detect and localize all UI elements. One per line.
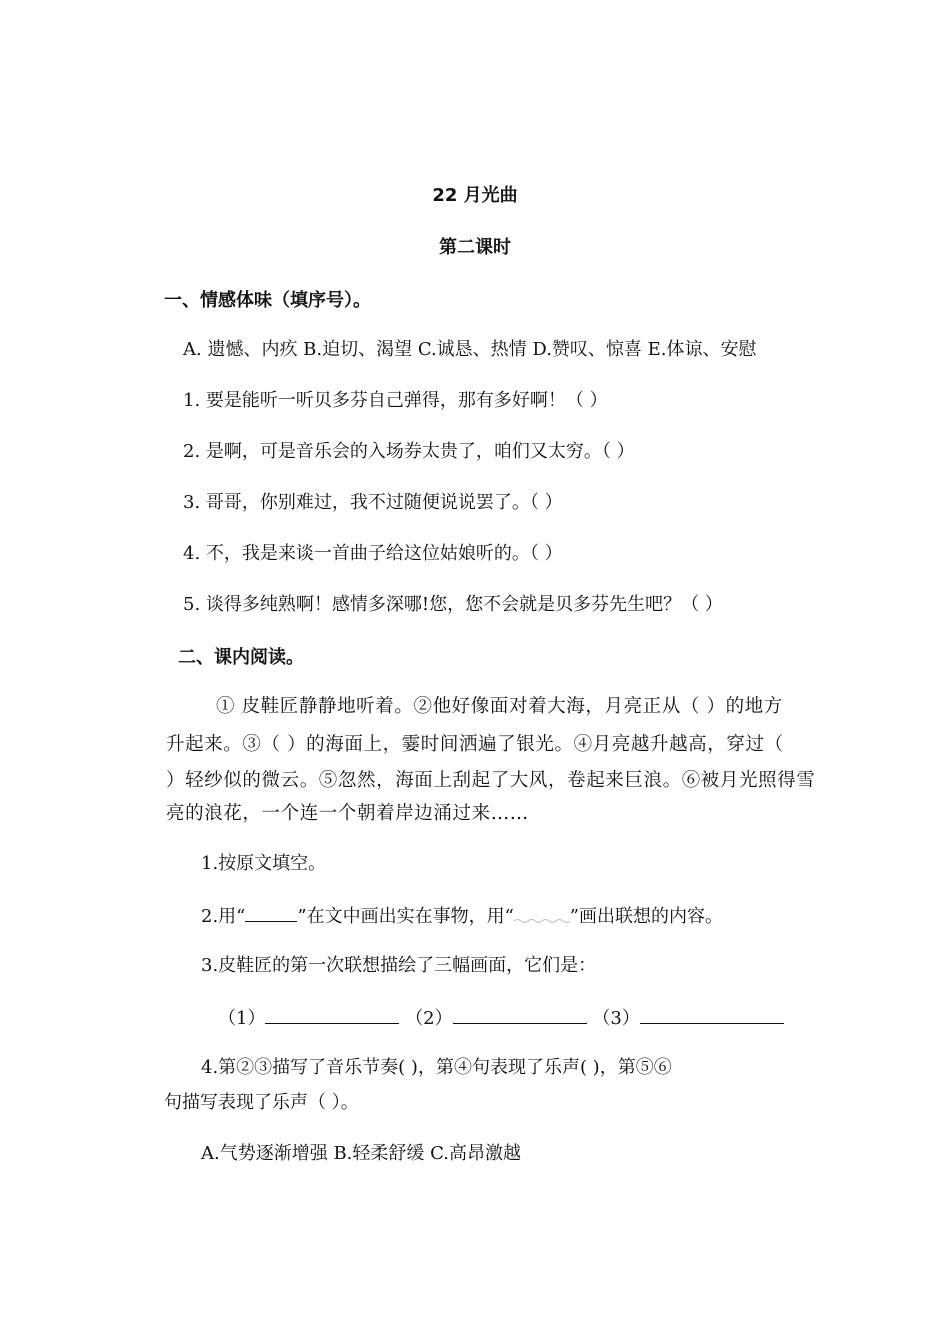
- question-2: 2. 是啊，可是音乐会的入场券太贵了，咱们又太穷。（ ）: [183, 441, 635, 462]
- q2-text-part1: 2.用“: [201, 906, 246, 927]
- question-3: 3. 哥哥，你别难过，我不过随便说说罢了。（ ）: [183, 492, 563, 513]
- q3-blank-1[interactable]: [265, 1005, 399, 1024]
- q3-answer-row: [218, 1005, 784, 1031]
- reading-question-4-line1: 4.第②③描写了音乐节奏( )，第④句表现了乐声( )，第⑤⑥: [201, 1057, 672, 1078]
- question-4: 4. 不，我是来谈一首曲子给这位姑娘听的。（ ）: [183, 543, 563, 564]
- reading-question-2: [201, 903, 723, 929]
- question-1: 1. 要是能听一听贝多芬自己弹得，那有多好啊！（ ）: [183, 390, 608, 411]
- straight-underline-sample: [245, 903, 297, 922]
- q3-label-1: （1）: [218, 1008, 266, 1029]
- q2-text-part2: ”在文中画出实在事物，用“: [297, 906, 514, 927]
- reading-question-4-options: A.气势逐渐增强 B.轻柔舒缓 C.高昂激越: [201, 1143, 521, 1164]
- reading-question-3: 3.皮鞋匠的第一次联想描绘了三幅画面，它们是：: [201, 955, 597, 976]
- reading-question-1: 1.按原文填空。: [201, 853, 327, 874]
- section2-heading: 二、课内阅读。: [178, 647, 304, 668]
- passage-line-4: 亮的浪花，一个连一个朝着岸边涌过来……: [166, 803, 529, 824]
- reading-question-4-line2: 句描写表现了乐声（ ）。: [164, 1092, 359, 1113]
- page-subtitle: 第二课时: [439, 237, 511, 258]
- q3-label-3: （3）: [592, 1008, 640, 1029]
- section1-options: A. 遗憾、内疚 B.迫切、渴望 C.诚恳、热情 D.赞叹、惊喜 E.体谅、安慰: [183, 339, 757, 360]
- q2-text-part3: ”画出联想的内容。: [569, 906, 723, 927]
- passage-line-1: ① 皮鞋匠静静地听着。②他好像面对着大海，月亮正从（ ）的地方: [216, 696, 783, 717]
- page-title: 22 月光曲: [432, 185, 518, 206]
- question-5: 5. 谈得多纯熟啊！感情多深哪!您，您不会就是贝多芬先生吧？（ ）: [183, 594, 723, 615]
- wavy-underline-sample: [514, 904, 570, 922]
- q3-blank-3[interactable]: [640, 1005, 784, 1024]
- q3-blank-2[interactable]: [453, 1005, 587, 1024]
- passage-line-2: 升起来。③（ ）的海面上，霎时间洒遍了银光。④月亮越升越高，穿过（: [166, 734, 784, 755]
- section1-heading: 一、情感体味（填序号）。: [164, 290, 371, 311]
- q3-label-2: （2）: [405, 1008, 453, 1029]
- passage-line-3: ）轻纱似的微云。⑤忽然，海面上刮起了大风，卷起来巨浪。⑥被月光照得雪: [166, 770, 816, 791]
